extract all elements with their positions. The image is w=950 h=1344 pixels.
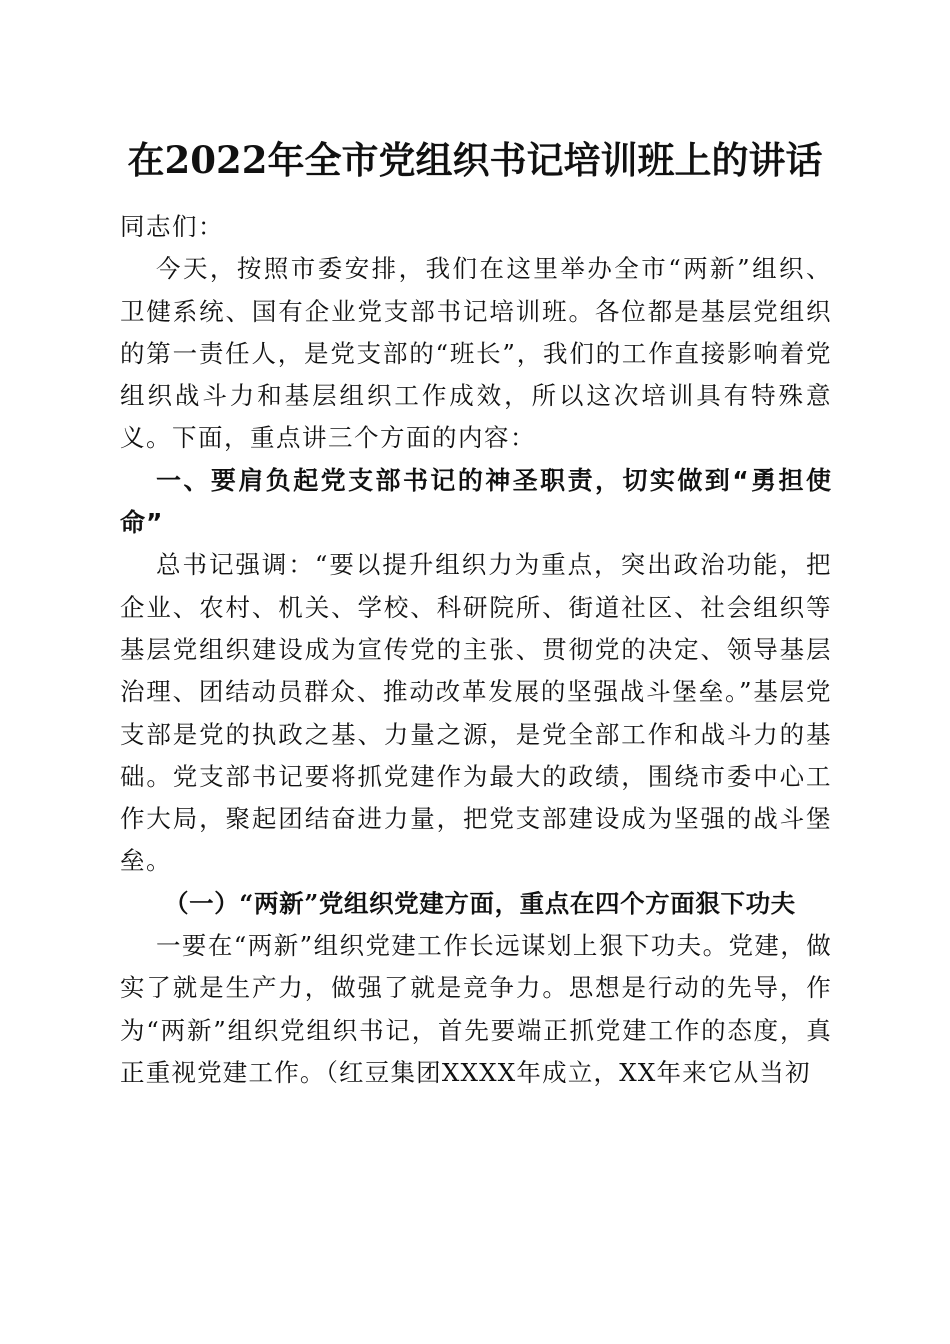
paragraph-subsection-1: 一要在“两新”组织党建工作长远谋划上狠下功夫。党建，做实了就是生产力，做强了就是竞争力。思想是行动的先导，作为“两新”组织党组织书记，首先要端正抓党建工作的态度，真正重视党建工作。（红豆集团XXXX年成立，XX年来它从当初 <box>120 931 832 1087</box>
subsection-heading-1: （一）“两新”党组织党建方面，重点在四个方面狠下功夫 <box>164 888 796 918</box>
paragraph-section-1: 总书记强调：“要以提升组织力为重点，突出政治功能，把企业、农村、机关、学校、科研院所、街道社区、社会组织等基层党组织建设成为宣传党的主张、贯彻党的决定、领导基层治理、团结动员群众、推动改革发展的坚强战斗堡垒。”基层党支部是党的执政之基、力量之源，是党全部工作和战斗力的基础。党支部书记要将抓党建作为最大的政绩，围绕市委中心工作大局，聚起团结奋进力量，把党支部建设成为坚强的战斗堡垒。 <box>120 550 832 876</box>
salutation: 同志们： <box>120 212 224 241</box>
paragraph-intro: 今天，按照市委安排，我们在这里举办全市“两新”组织、卫健系统、国有企业党支部书记培训班。各位都是基层党组织的第一责任人，是党支部的“班长”，我们的工作直接影响着党组织战斗力和基层组织工作成效，所以这次培训具有特殊意义。下面，重点讲三个方面的内容： <box>120 254 832 453</box>
document-body <box>120 206 832 1094</box>
document-title: 在2022年全市党组织书记培训班上的讲话 <box>127 138 823 182</box>
section-heading-1: 一、要肩负起党支部书记的神圣职责，切实做到“勇担使命” <box>120 465 832 538</box>
